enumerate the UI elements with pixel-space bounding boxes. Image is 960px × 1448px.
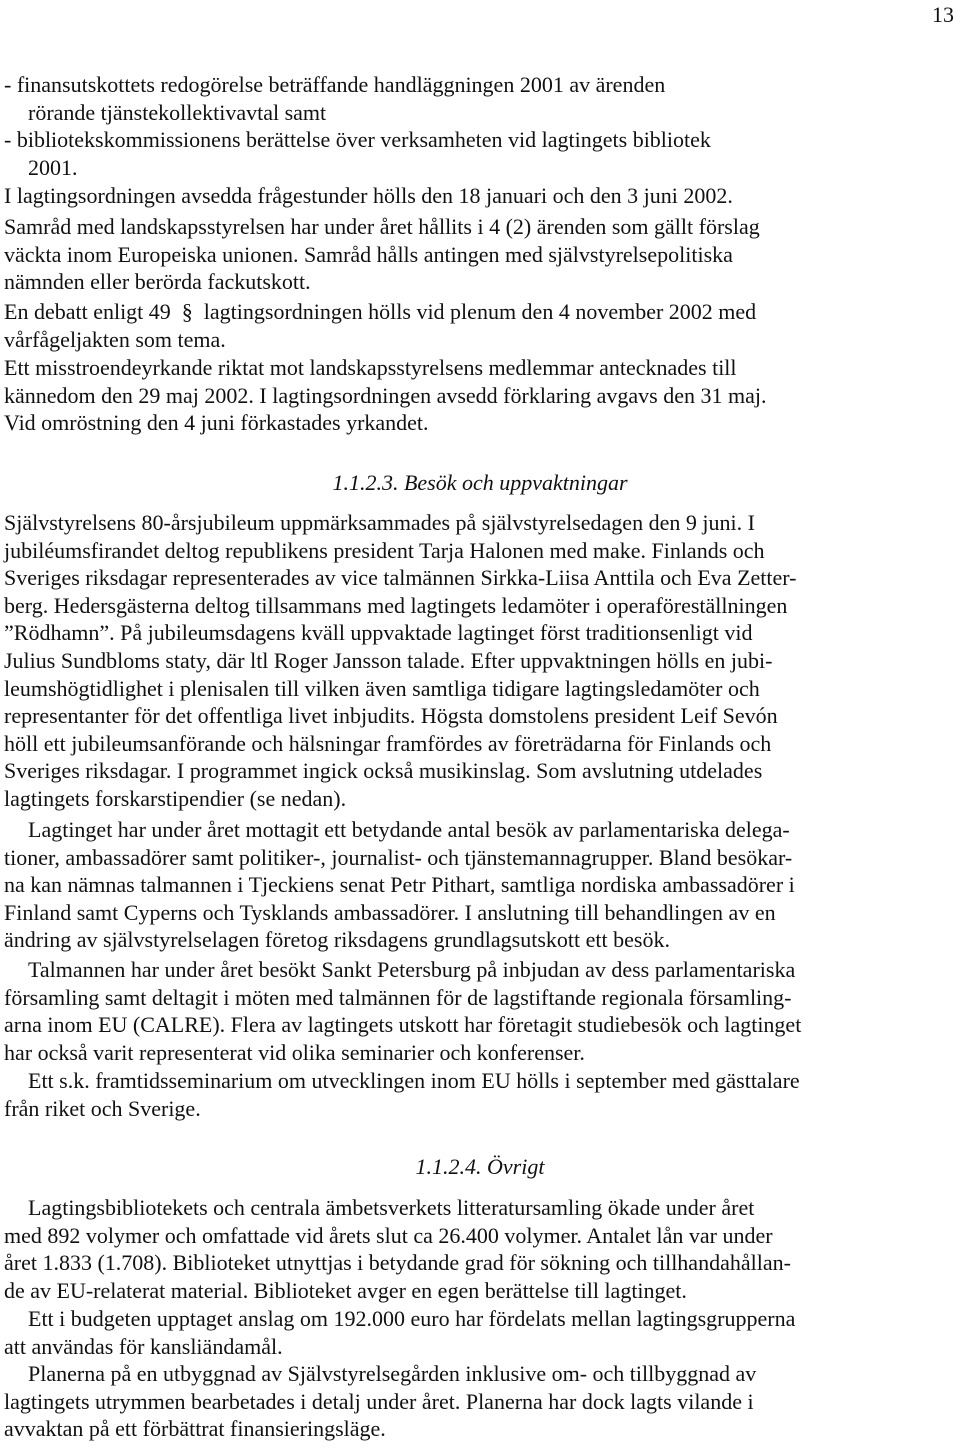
text-line: Lagtinget har under året mottagit ett betydande antal besök av parlamentariska delega- xyxy=(28,817,790,842)
text-line: - finansutskottets redogörelse beträffande handläggningen 2001 av ärenden xyxy=(4,72,666,97)
text-line: tioner, ambassadörer samt politiker-, journalist- och tjänstemannagrupper. Bland besökar- xyxy=(4,844,793,870)
text-line: vårfågeljakten som tema. xyxy=(4,326,226,352)
section-heading-ovrigt: 1.1.2.4. Övrigt xyxy=(415,1154,545,1179)
text-line: Ett s.k. framtidsseminarium om utvecklingen inom EU hölls i september med gästtalare xyxy=(28,1068,800,1093)
text-line: Talmannen har under året besökt Sankt Petersburg på inbjudan av dess parlamentariska xyxy=(28,957,796,982)
text-line: Finland samt Cyperns och Tysklands ambassadörer. I anslutning till behandlingen av en xyxy=(4,899,776,925)
paragraph-misstroende xyxy=(4,354,956,437)
text-line: väckta inom Europeiska unionen. Samråd hålls antingen med självstyrelsepolitiska xyxy=(4,241,733,267)
text-line: arna inom EU (CALRE). Flera av lagtingets utskott har företagit studiebesök och lagtinget xyxy=(4,1012,802,1038)
text-line: jubiléumsfirandet deltog republikens president Tarja Halonen med make. Finlands och xyxy=(4,537,765,563)
text-line: höll ett jubileumsanförande och hälsningar framfördes av företrädarna för Finlands och xyxy=(4,730,772,756)
paragraph-talmannen xyxy=(4,956,956,1066)
text-line: året 1.833 (1.708). Biblioteket utnyttjas i betydande grad för sökning och tillhandahållan- xyxy=(4,1250,791,1276)
list-item-finansutskottet xyxy=(4,71,956,126)
text-line: na kan nämnas talmannen i Tjeckiens senat Petr Pithart, samtliga nordiska ambassadörer i xyxy=(4,872,795,898)
text-line: 2001. xyxy=(28,154,78,180)
text-line: ändring av självstyrelselagen företog riksdagens grundlagsutskott ett besök. xyxy=(4,927,670,953)
text-fragment: lagtingsordningen hölls vid plenum den 4 november 2002 med xyxy=(203,299,757,324)
text-line: leumshögtidlighet i plenisalen till vilken även samtliga tidigare lagtingsledamöter och xyxy=(4,675,760,701)
text-line: Samråd med landskapsstyrelsen har under året hållits i 4 (2) ärenden som gällt förslag xyxy=(4,214,760,239)
text-line: avvaktan på ett förbättrat finansieringsläge. xyxy=(4,1416,386,1442)
section-symbol: § xyxy=(181,299,193,324)
text-line: Ett misstroendeyrkande riktat mot landskapsstyrelsens medlemmar antecknades till xyxy=(4,355,737,380)
paragraph-debatt xyxy=(4,298,956,353)
paragraph-planerna xyxy=(4,1360,956,1443)
section-heading-besok: 1.1.2.3. Besök och uppvaktningar xyxy=(332,470,628,495)
text-line: rörande tjänstekollektivavtal samt xyxy=(28,99,327,125)
page-number: 13 xyxy=(932,2,954,27)
text-line: Sveriges riksdagar. I programmet ingick också musikinslag. Som avslutning utdelades xyxy=(4,758,763,784)
paragraph-jubileum xyxy=(4,509,956,813)
text-fragment: En debatt enligt 49 xyxy=(4,299,171,324)
text-line: Planerna på en utbyggnad av Självstyrelsegården inklusive om- och tillbyggnad av xyxy=(28,1361,757,1386)
paragraph-anslag xyxy=(4,1305,956,1360)
text-line: Självstyrelsens 80-årsjubileum uppmärksammades på självstyrelsedagen den 9 juni. I xyxy=(4,510,755,535)
text-line: berg. Hedersgästerna deltog tillsammans med lagtingets ledamöter i operaföreställningen xyxy=(4,592,788,618)
text-line: de av EU-relaterat material. Biblioteket avger en egen berättelse till lagtinget. xyxy=(4,1277,687,1303)
text-line: I lagtingsordningen avsedda frågestunder hölls den 18 januari och den 3 juni 2002. xyxy=(4,183,733,208)
text-line: Vid omröstning den 4 juni förkastades yrkandet. xyxy=(4,410,429,436)
text-line: nämnden eller berörda fackutskott. xyxy=(4,269,311,295)
text-line: har också varit representerat vid olika seminarier och konferenser. xyxy=(4,1039,585,1065)
text-line xyxy=(4,298,956,326)
text-line: Lagtingsbibliotekets och centrala ämbetsverkets litteratursamling ökade under året xyxy=(28,1195,755,1220)
text-line: från riket och Sverige. xyxy=(4,1095,201,1121)
paragraph-samrad xyxy=(4,213,956,296)
text-line: ”Rödhamn”. På jubileumsdagens kväll uppvaktade lagtinget först traditionsenligt vid xyxy=(4,620,753,646)
text-line: lagtingets forskarstipendier (se nedan). xyxy=(4,785,347,811)
text-line: kännedom den 29 maj 2002. I lagtingsordningen avsedd förklaring avgavs den 31 maj. xyxy=(4,382,767,408)
paragraph-seminarium xyxy=(4,1067,956,1122)
text-line: Julius Sundbloms staty, där ltl Roger Jansson talade. Efter uppvaktningen hölls en jubi- xyxy=(4,647,773,673)
text-line: lagtingets utrymmen bearbetades i detalj under året. Planerna har dock lagts vilande i xyxy=(4,1388,754,1414)
text-line: med 892 volymer och omfattade vid årets slut ca 26.400 volymer. Antalet lån var under xyxy=(4,1222,773,1248)
text-line: att användas för kansliändamål. xyxy=(4,1333,283,1359)
paragraph-besok xyxy=(4,816,956,954)
list-item-bibliotekskommissionen xyxy=(4,126,956,181)
text-line: Ett i budgeten upptaget anslag om 192.000 euro har fördelats mellan lagtingsgrupperna xyxy=(28,1306,796,1331)
paragraph-bibliotek xyxy=(4,1194,956,1304)
text-line: församling samt deltagit i möten med talmännen för de lagstiftande regionala församling- xyxy=(4,984,792,1010)
paragraph-fragestunder xyxy=(4,182,956,210)
text-line: - bibliotekskommissionens berättelse över verksamheten vid lagtingets bibliotek xyxy=(4,127,711,152)
text-line: representanter för det offentliga livet inbjudits. Högsta domstolens president Leif Sevón xyxy=(4,703,778,729)
text-line: Sveriges riksdagar representerades av vice talmännen Sirkka-Liisa Anttila och Eva Zetter- xyxy=(4,565,797,591)
